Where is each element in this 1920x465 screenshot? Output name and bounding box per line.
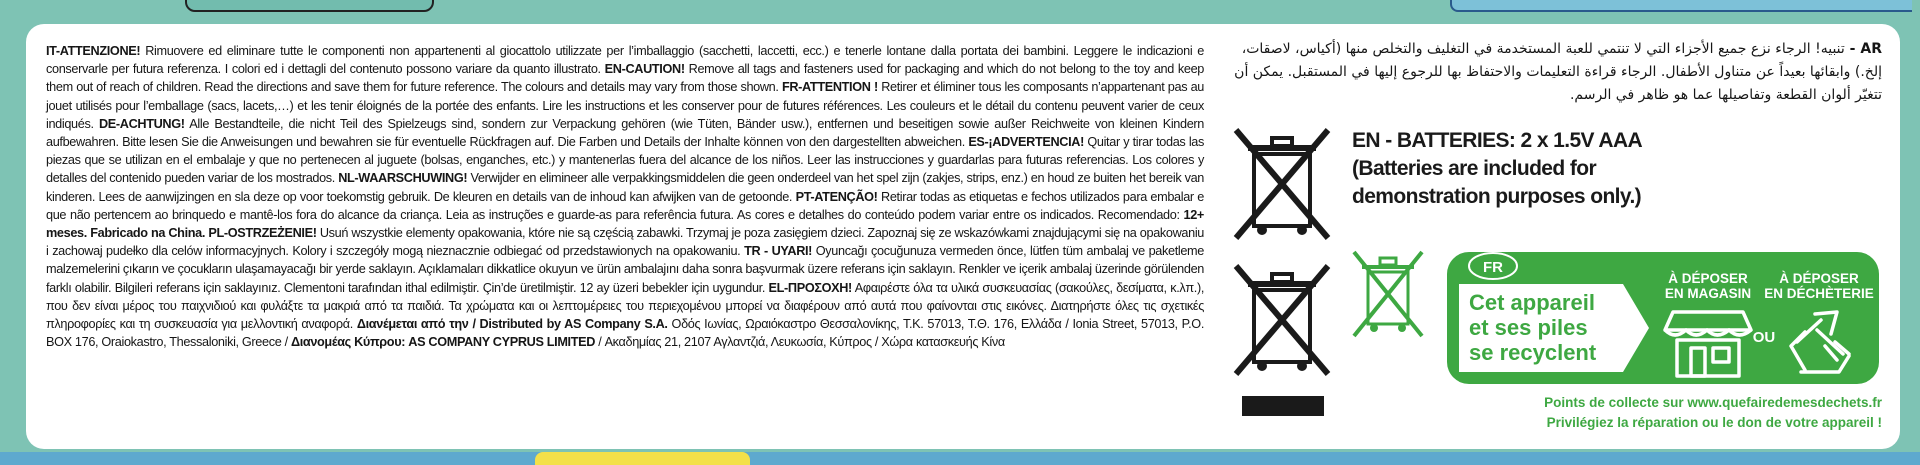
repair-donation-note: Privilégiez la réparation ou le don de votre appareil ! bbox=[1546, 415, 1882, 430]
batteries-info bbox=[1352, 127, 1642, 211]
triman-line-1: Cet appareil bbox=[1469, 290, 1595, 315]
bottom-strip bbox=[0, 452, 1920, 465]
warning-text-de: Alle Bestandteile, die nicht Teil des Spielzeugs sind, sondern zur Verpackung gehören (wie Tüten, Bänder usw.), entfernen und beseitigen sowie außer Reichweite von kleinen Kindern aufbewahren. Bitte lesen Sie die Anweisungen und bewahren sie für eventuelle Rückfragen auf. Die Farben und Details der Inhalte können von den dargestellten abweichen. bbox=[46, 116, 1204, 150]
cyprus-distributor-address: / Ακαδημίας 21, 2107 Αγλαντζιά, Λευκωσία, Κύπρος / Χώρα κατασκευής Κίνα bbox=[595, 335, 1005, 350]
cyprus-distributor-label: Διανομέας Κύπρου: AS COMPANY CYPRUS LIMITED bbox=[290, 335, 596, 350]
distributor-label: Διανέμεται από την / Distributed by AS Company S.A. bbox=[356, 317, 668, 332]
warning-label-el: EL-ΠΡΟΣΟΧΗ! bbox=[768, 280, 852, 295]
triman-line-3: se recyclent bbox=[1469, 340, 1597, 365]
warning-label-nl: NL-WAARSCHUWING! bbox=[338, 171, 468, 186]
triman-line-2: et ses piles bbox=[1469, 315, 1588, 340]
or-label: OU bbox=[1752, 329, 1776, 346]
green-weee-bin-icon bbox=[1350, 248, 1426, 348]
batteries-spec: EN - BATTERIES: 2 x 1.5V AAA bbox=[1352, 129, 1643, 152]
dump-drop-line-1: À DÉPOSER bbox=[1779, 271, 1859, 286]
warning-text-pl: Usuń wszystkie elementy opakowania, które nie są częścią zabawki. Trzymaj je poza zasięgiem dzieci. Zapoznaj się ze wskazówkami znajdującymi się na opakowaniu i zachowaj pudełko dla celów informacyjnych. Kolory i szczegóły mogą nieznacznie odbiegać od przedstawionych na opakowaniu. bbox=[46, 226, 1205, 259]
bottom-yellow-tab bbox=[535, 452, 750, 465]
warning-text-nl: Verwijder en elimineer alle verpakkingsmiddelen die geen onderdeel van het spel zijn (zakjes, strips, enz.) en houd ze buiten het bereik van kinderen. Lees de aanwijzingen en sla deze op voor toekomstig gebruik. De kleuren en details van de inhoud kan afwijken van de getoonde. bbox=[46, 171, 1204, 204]
warning-text-tr: Oyuncağı çocuğunuza vermeden önce, lütfen tüm ambalaj ve paketleme malzemelerini çıkarın ve çocukların ulaşamayacağı bir yerde saklayın. Açıklamaları dikkatlice okuyun ve ürün ambalajını daha sonra başvurmak üzere referans için saklayın. Renkler ve içerik ambalaj üzerinde görülenden farklı olabilir. Bilgileri referans için saklayınız. Clementoni tarafından ithal edilmiştir. Çin’de üretilmiştir. 12 ay üzeri bebekler için uygundur. bbox=[46, 244, 1204, 295]
collection-points-note bbox=[1300, 393, 1882, 433]
distributor-address: Οδός Ιωνίας, Ωραιόκαστρο Θεσσαλονίκης, Τ.Κ. 57013, Τ.Θ. 176, Ελλάδα / Ionia Street, 57013, P.O. BOX 176, Oraiokastro, Thessaloniki, Greece / bbox=[46, 317, 1204, 350]
warning-text-it: Rimuovere ed eliminare tutte le componenti non appartenenti al giocattolo utilizzate per l’imballaggio (sacchetti, laccetti, ecc.) e tenerle lontane dalla portata dei bambini. Leggere le indicazioni e conservarle per futura referenza. I colori ed i dettagli del contenuto possono variare da quanto illustrato. bbox=[46, 44, 1204, 77]
batteries-note-2: demonstration purposes only.) bbox=[1352, 185, 1642, 208]
warning-label-it: IT-ATTENZIONE! bbox=[46, 44, 141, 58]
warning-label-tr: TR - UYARI! bbox=[744, 244, 813, 259]
arabic-warning-label: AR - bbox=[1844, 41, 1882, 57]
age-and-origin-pt: 12+ meses. Fabricado na China. bbox=[46, 207, 1204, 241]
triman-recycling-block bbox=[1445, 250, 1881, 386]
warning-label-pt: PT-ATENÇÃO! bbox=[795, 189, 878, 204]
warning-text-el: Αφαιρέστε όλα τα υλικά συσκευασίας (σακούλες, δεσίματα, κ.λπ.), που δεν είναι μέρος του παιχνιδιού και φυλάξτε τα μακριά από τα παιδιά. Τα χρώματα και οι λεπτομέρειες του περιεχομένου μπορεί να διαφέρουν από αυτά που φαίνονται στις εικόνες. Διατηρήστε όλες τις σχετικές πληροφορίες και τη συσκευασία για μελλοντική αναφορά. bbox=[46, 280, 1204, 332]
fr-badge-text: FR bbox=[1483, 259, 1503, 276]
warning-text-es: Quitar y tirar todas las piezas que se utilizan en el embalaje y que no pertenecen al juguete (bolsas, enganches, etc.) y mantenerlas fuera del alcance de los niños. Leer las instrucciones y guardarlas para futuras referencias. Los colores y detalles del contenido pueden variar de los mostrados. bbox=[46, 135, 1205, 186]
top-left-frame bbox=[185, 0, 434, 12]
warning-text-pt: Retirar todas as etiquetas e fechos utilizados para embalar e que não pertencem ao brinquedo e mantê-los fora do alcance da criança. Leia as instruções e guarde-as para referência futura. As cores e detalhes do conteúdo podem variar entre os indicados. Recomendado: bbox=[46, 189, 1205, 222]
arabic-warning-text: تنبيه! الرجاء نزع جميع الأجزاء التي لا تنتمي للعبة المستخدمة في التغليف والتخلص منها (أكياس، لاصقات، إلخ.) وابقائها بعيداً عن متناول الأطفال. الرجاء قراءة التعليمات والاحتفاظ بها للرجوع إليها في المستقبل. يمكن أن تتغيّر ألوان القطعة وتفاصيلها عما هو ظاهر في الرسم. bbox=[1234, 41, 1882, 103]
store-drop-line-2: EN MAGASIN bbox=[1664, 286, 1752, 301]
warning-label-es: ES-¡ADVERTENCIA! bbox=[968, 135, 1084, 150]
collection-points-link: Points de collecte sur www.quefairedemesdechets.fr bbox=[1544, 395, 1882, 410]
warning-text-en: Remove all tags and fasteners used for packaging and which do not belong to the toy and keep them out of reach of children. Read the directions and save them for future reference. The colours and details may vary from those shown. bbox=[46, 62, 1204, 95]
multilingual-warning-text bbox=[46, 42, 1204, 351]
weee-bin-icon bbox=[1232, 126, 1332, 244]
store-drop-line-1: À DÉPOSER bbox=[1668, 271, 1748, 286]
top-right-frame bbox=[1450, 0, 1912, 12]
warning-label-de: DE-ACHTUNG! bbox=[98, 116, 185, 131]
warning-text-fr: Retirer et éliminer tous les composants n’appartenant pas au jouet utilisés pour l’emballage (sacs, lacets,…) et les tenir éloignés de la portée des enfants. Lire les instructions et les conserver pour de futures références. Les couleurs et le détail du contenu peuvent varier de ceux indiqués. bbox=[46, 80, 1205, 131]
warning-label-en: EN-CAUTION! bbox=[604, 62, 685, 77]
warning-label-pl: PL-OSTRZEŻENIE! bbox=[208, 226, 317, 241]
arabic-warning bbox=[1232, 38, 1882, 107]
batteries-note-1: (Batteries are included for bbox=[1352, 157, 1597, 180]
dump-drop-line-2: EN DÉCHÈTERIE bbox=[1764, 286, 1874, 301]
warning-label-fr: FR-ATTENTION ! bbox=[781, 80, 878, 95]
